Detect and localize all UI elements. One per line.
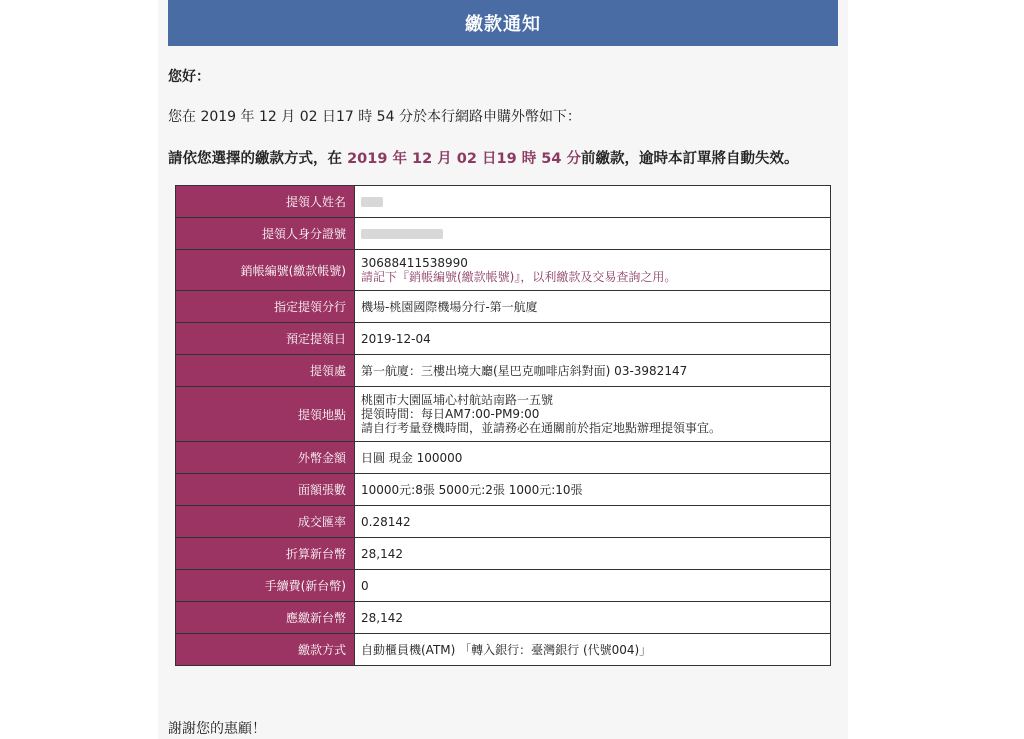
denomination-value: 10000元:8張 5000元:2張 1000元:10張 [355, 474, 831, 506]
account-note: 請記下『銷帳編號(繳款帳號)』，以利繳款及交易查詢之用。 [361, 270, 677, 284]
row-label: 折算新台幣 [176, 538, 355, 570]
table-row [176, 186, 831, 218]
recipient-name-value [355, 186, 831, 218]
amount-due-value: 28,142 [355, 602, 831, 634]
table-row [176, 250, 831, 291]
row-label: 銷帳編號(繳款帳號) [176, 250, 355, 291]
page-title: 繳款通知 [168, 0, 838, 46]
table-row [176, 323, 831, 355]
table-row [176, 602, 831, 634]
twd-amount-value: 28,142 [355, 538, 831, 570]
row-label: 應繳新台幣 [176, 602, 355, 634]
row-label: 手續費(新台幣) [176, 570, 355, 602]
row-label: 提領地點 [176, 387, 355, 442]
row-label: 預定提領日 [176, 323, 355, 355]
redacted-id [361, 229, 443, 239]
pickup-reminder-line: 請自行考量登機時間，並請務必在通關前於指定地點辦理提領事宜。 [361, 421, 722, 435]
table-row [176, 218, 831, 250]
intro-text: 您在 2019 年 12 月 02 日17 時 54 分於本行網路申購外幣如下： [168, 109, 581, 125]
row-label: 提領人身分證號 [176, 218, 355, 250]
table-row [176, 291, 831, 323]
order-details-table [175, 185, 831, 666]
greeting-text: 您好： [168, 69, 210, 85]
table-row [176, 387, 831, 442]
pickup-place-value: 第一航廈：三樓出境大廳(星巴克咖啡店斜對面) 03-3982147 [355, 355, 831, 387]
exchange-rate-value: 0.28142 [355, 506, 831, 538]
row-label: 提領處 [176, 355, 355, 387]
notice-prefix: 請依您選擇的繳款方式，在 [168, 151, 348, 167]
row-label: 指定提領分行 [176, 291, 355, 323]
thanks-text: 謝謝您的惠顧！ [168, 721, 266, 737]
redacted-name [361, 197, 383, 207]
table-row [176, 355, 831, 387]
row-label: 提領人姓名 [176, 186, 355, 218]
email-body [158, 0, 848, 739]
table-row [176, 538, 831, 570]
payment-deadline-notice [168, 147, 799, 168]
row-label: 繳款方式 [176, 634, 355, 666]
recipient-id-value [355, 218, 831, 250]
table-row [176, 570, 831, 602]
row-label: 外幣金額 [176, 442, 355, 474]
branch-value: 機場-桃園國際機場分行-第一航廈 [355, 291, 831, 323]
row-label: 面額張數 [176, 474, 355, 506]
foreign-amount-value: 日圓 現金 100000 [355, 442, 831, 474]
table-row [176, 442, 831, 474]
row-label: 成交匯率 [176, 506, 355, 538]
deadline-datetime: 2019 年 12 月 02 日19 時 54 分 [347, 151, 582, 167]
payment-method-value: 自動櫃員機(ATM) 「轉入銀行：臺灣銀行 (代號004)」 [355, 634, 831, 666]
table-row [176, 634, 831, 666]
account-number-value: 30688411538990 [361, 256, 468, 270]
table-row [176, 474, 831, 506]
pickup-date-value: 2019-12-04 [355, 323, 831, 355]
fee-value: 0 [355, 570, 831, 602]
pickup-hours-line: 提領時間：每日AM7:00-PM9:00 [361, 407, 540, 421]
notice-suffix: 前繳款，逾時本訂單將自動失效。 [581, 151, 799, 167]
address-line: 桃園市大園區埔心村航站南路一五號 [361, 393, 554, 407]
table-row [176, 506, 831, 538]
